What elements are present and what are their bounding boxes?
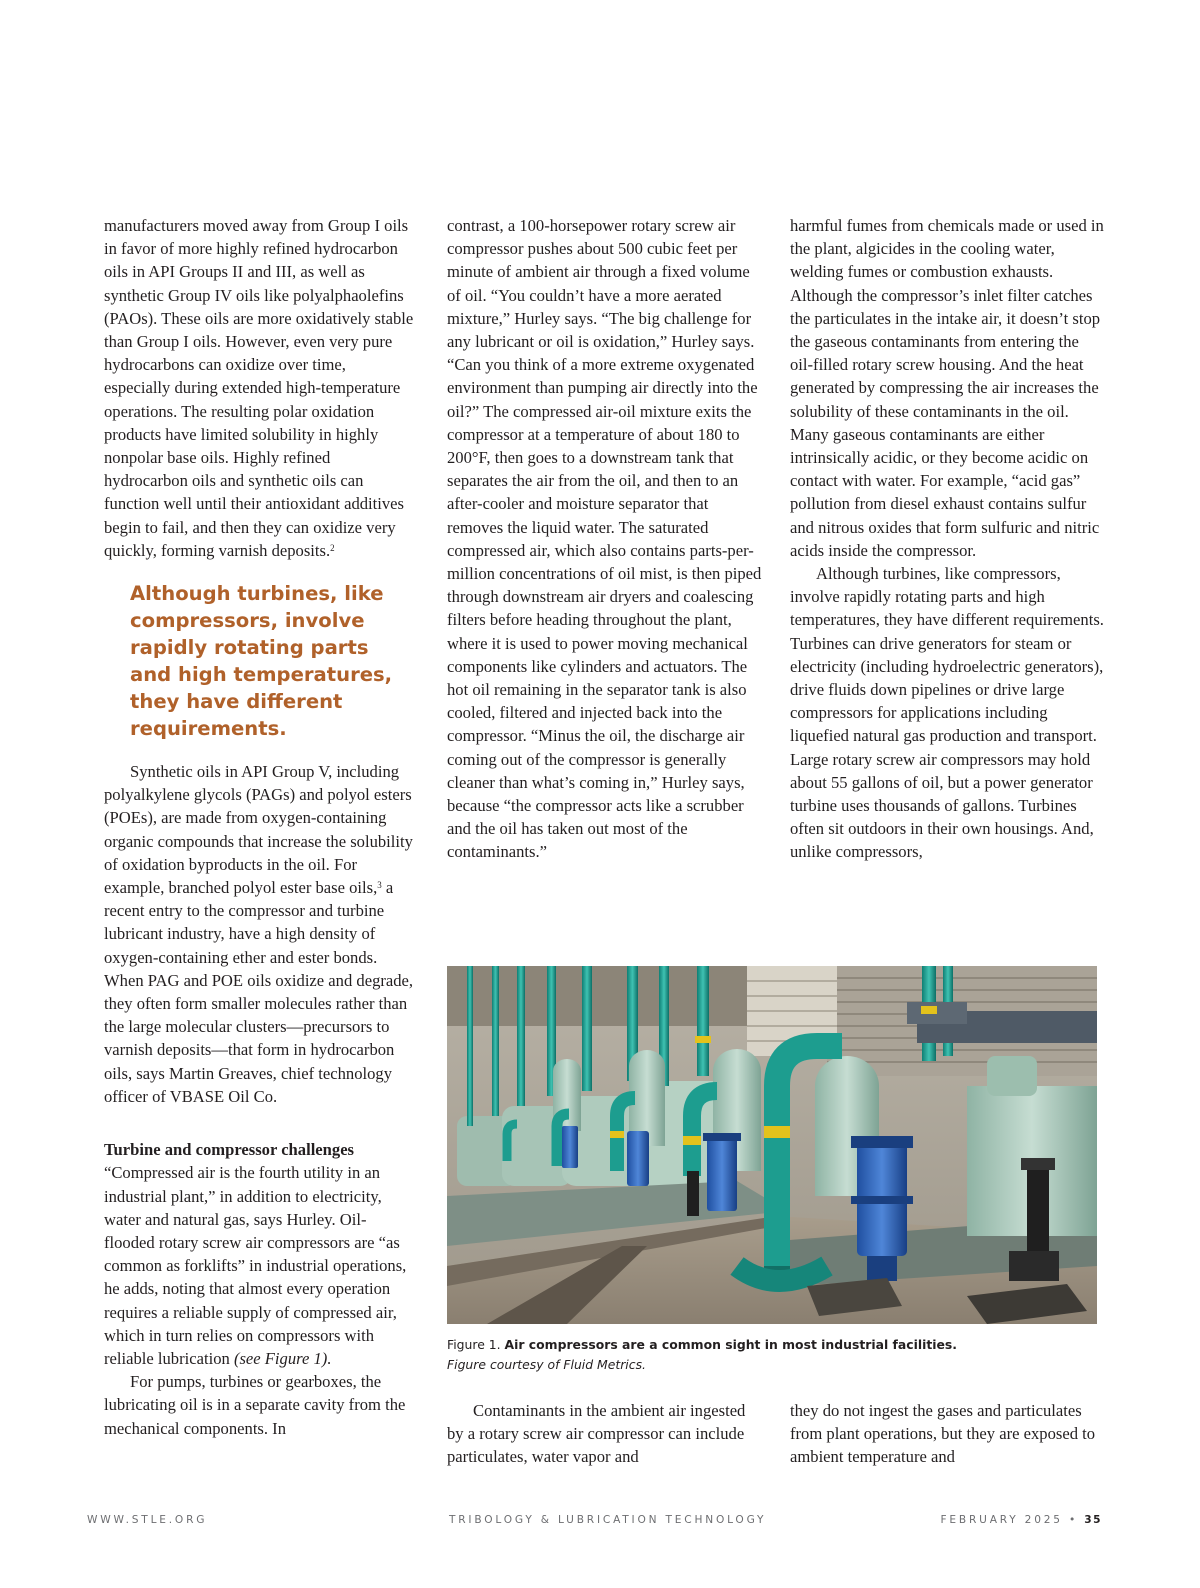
column-3-top [790,214,1104,864]
footer-separator: • [1069,1514,1079,1526]
column-1 [104,214,416,1440]
footer-website: WWW.STLE.ORG [87,1514,208,1526]
page-number: 35 [1084,1514,1102,1526]
paragraph: harmful fumes from chemicals made or used in the plant, algicides in the cooling water, welding fumes or combustion exhausts. Although the compressor’s inlet filter catches the particulates in the intake air, it doesn’t stop the gaseous contaminants from entering the oil-filled rotary screw housing. And the heat generated by compressing the air increases the solubility of these contaminants in the oil. Many gaseous contaminants are either intrinsically acidic, or they become acidic on contact with water. For example, “acid gas” pollution from diesel exhaust contains sulfur and nitrous oxides that form sulfuric and nitric acids inside the compressor. [790,216,1104,560]
paragraph: Synthetic oils in API Group V, including polyalkylene glycols (PAGs) and polyol esters (POEs), are made from oxygen-containing organic compounds that increase the solubility of oxidation byproducts in the oil. For example, branched polyol ester base oils,$^3$ a recent entry to the compressor and turbine lubricant industry, have a high density of oxygen-containing ether and ester bonds. When PAG and POE oils oxidize and degrade, they often form smaller molecules rather than the large molecular clusters—precursors to varnish deposits—that form in hydrocarbon oils, says Martin Greaves, chief technology officer of VBASE Oil Co. [104,762,414,1106]
footer-magazine: TRIBOLOGY & LUBRICATION TECHNOLOGY [449,1514,767,1526]
column-3-bottom [790,1399,1104,1469]
figure-caption-text: Air compressors are a common sight in most industrial facilities. [504,1337,958,1352]
footer-date: FEBRUARY 2025 [940,1514,1063,1526]
section-heading: Turbine and compressor challenges [104,1140,355,1160]
paragraph: For pumps, turbines or gearboxes, the lubricating oil is in a separate cavity from the mechanical components. In [104,1372,406,1438]
paragraph: Although turbines, like compressors, involve rapidly rotating parts and high temperatures, they have different requirements. Turbines can drive generators for steam or electricity (including hydroelectric generators), drive fluids down pipelines or drive large compressors for applications including liquefied natural gas production and transport. Large rotary screw air compressors may hold about 55 gallons of oil, but a power generator turbine uses thousands of gallons. Turbines often sit outdoors in their own housings. And, unlike compressors, [790,564,1104,862]
column-2-bottom [447,1399,765,1469]
column-2-top [447,214,765,864]
figure-caption [447,1335,1097,1374]
paragraph: they do not ingest the gases and particulates from plant operations, but they are exposed to ambient temperature and [790,1401,1096,1467]
paragraph: Contaminants in the ambient air ingested by a rotary screw air compressor can include particulates, water vapor and [447,1401,746,1467]
figure-credit: Figure courtesy of Fluid Metrics. [447,1356,646,1372]
figure-photo-air-compressors [447,966,1097,1324]
paragraph: “Compressed air is the fourth utility in an industrial plant,” in addition to electricity, water and natural gas, says Hurley. Oil-flooded rotary screw air compressors are “as common as forklifts” in industrial operations, he adds, noting that almost every operation requires a reliable supply of compressed air, which in turn relies on compressors with reliable lubrication (see Figure 1). [104,1163,407,1368]
reference-superscript: 2 [330,542,335,553]
figure-reference: (see Figure 1). [233,1348,332,1368]
paragraph: manufacturers moved away from Group I oils in favor of more highly refined hydrocarbon oils in API Groups II and III, as well as synthetic Group IV oils like polyalphaolefins (PAOs). These oils are more oxidatively stable than Group I oils. However, even very pure hydrocarbons can oxidize over time, especially during extended high-temperature operations. The resulting polar oxidation products have limited solubility in highly nonpolar base oils. Highly refined hydrocarbon oils and synthetic oils can function well until their antioxidant additives begin to fail, and then they can oxidize very quickly, forming varnish deposits.$^2$ [104,216,414,560]
pull-quote: Although turbines, like compressors, involve rapidly rotating parts and high temperatures, they have different requirements. [130,582,393,741]
reference-superscript: 3 [377,880,382,891]
paragraph: contrast, a 100-horsepower rotary screw air compressor pushes about 500 cubic feet per minute of ambient air through a fixed volume of oil. “You couldn’t have a more aerated mixture,” Hurley says. “The big challenge for any lubricant or oil is oxidation,” Hurley says. “Can you think of a more extreme oxygenated environment than pumping air directly into the oil?” The compressed air-oil mixture exits the compressor at a temperature of about 180 to 200°F, then goes to a downstream tank that separates the air from the oil, and then to an after-cooler and moisture separator that removes the liquid water. The saturated compressed air, which also contains parts-per-million concentrations of oil mist, is then piped through downstream air dryers and coalescing filters before heading throughout the plant, where it is used to power moving mechanical components like cylinders and actuators. The hot oil remaining in the separator tank is also cooled, filtered and injected back into the compressor. “Minus the oil, the discharge air coming out of the compressor is generally cleaner than what’s coming in,” Hurley says, because “the compressor acts like a scrubber and the oil has taken out most of the contaminants.” [447,216,762,862]
figure-label: Figure 1. [447,1337,501,1352]
footer-date-page [941,1514,1102,1526]
